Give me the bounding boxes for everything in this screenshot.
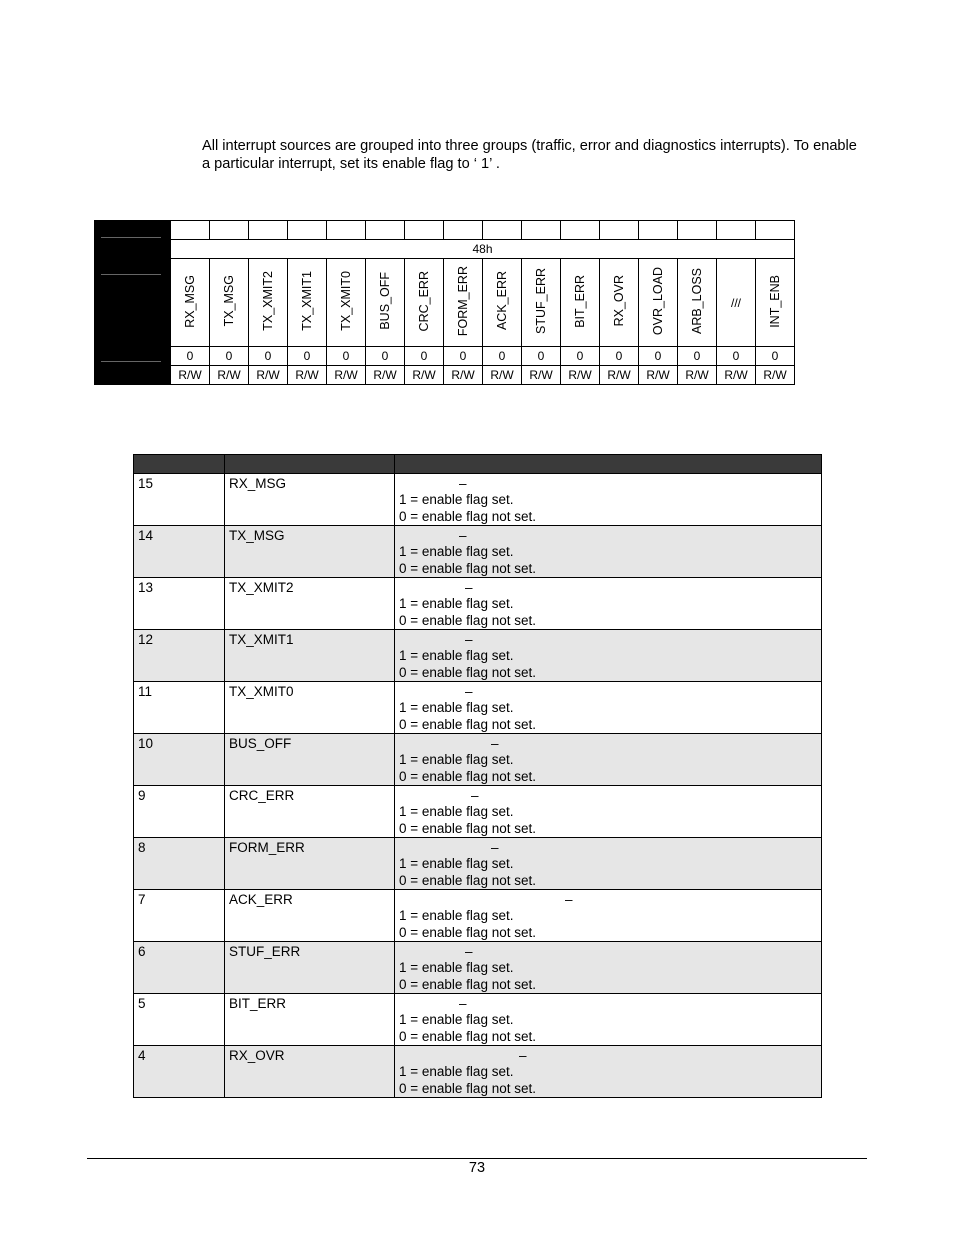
register-access: R/W <box>639 366 678 385</box>
register-bit-cell <box>756 221 795 240</box>
table-row <box>134 682 822 734</box>
register-access: R/W <box>210 366 249 385</box>
bit-description: – 1 = enable flag set. 0 = enable flag not set. <box>395 630 822 682</box>
bit-description: – 1 = enable flag set. 0 = enable flag not set. <box>395 734 822 786</box>
register-access: R/W <box>756 366 795 385</box>
bit-number: 5 <box>134 994 225 1046</box>
bit-name: BUS_OFF <box>225 734 395 786</box>
register-field: ARB_LOSS <box>678 259 717 347</box>
table-row <box>134 578 822 630</box>
register-default: 0 <box>366 347 405 366</box>
register-default: 0 <box>483 347 522 366</box>
register-field-row <box>95 259 795 347</box>
register-access: R/W <box>171 366 210 385</box>
register-field: RX_OVR <box>600 259 639 347</box>
bit-name: TX_XMIT0 <box>225 682 395 734</box>
register-field: BIT_ERR <box>561 259 600 347</box>
register-row-header <box>95 221 171 240</box>
register-default: 0 <box>678 347 717 366</box>
bit-name: FORM_ERR <box>225 838 395 890</box>
register-bit-cell <box>366 221 405 240</box>
register-field: BUS_OFF <box>366 259 405 347</box>
table-row <box>134 890 822 942</box>
register-row-header <box>95 347 171 366</box>
bit-description: – 1 = enable flag set. 0 = enable flag not set. <box>395 682 822 734</box>
bit-description: – 1 = enable flag set. 0 = enable flag not set. <box>395 994 822 1046</box>
register-default: 0 <box>717 347 756 366</box>
bit-description-table <box>133 454 822 1098</box>
register-access: R/W <box>288 366 327 385</box>
register-bit-cell <box>483 221 522 240</box>
bit-number: 12 <box>134 630 225 682</box>
bit-name: TX_MSG <box>225 526 395 578</box>
register-field: ACK_ERR <box>483 259 522 347</box>
register-access: R/W <box>600 366 639 385</box>
register-field: FORM_ERR <box>444 259 483 347</box>
register-offset-row <box>95 240 795 259</box>
header-cell <box>134 455 225 474</box>
register-table <box>94 220 795 385</box>
table-row <box>134 942 822 994</box>
register-bit-cell <box>678 221 717 240</box>
register-access: R/W <box>327 366 366 385</box>
bit-name: RX_OVR <box>225 1046 395 1098</box>
bit-description: – 1 = enable flag set. 0 = enable flag not set. <box>395 786 822 838</box>
bit-number: 10 <box>134 734 225 786</box>
bit-number: 6 <box>134 942 225 994</box>
register-bit-cell <box>639 221 678 240</box>
register-default: 0 <box>405 347 444 366</box>
register-access: R/W <box>405 366 444 385</box>
table-row <box>134 630 822 682</box>
bit-number: 4 <box>134 1046 225 1098</box>
register-bit-cell <box>522 221 561 240</box>
register-access: R/W <box>717 366 756 385</box>
register-default-row <box>95 347 795 366</box>
register-default: 0 <box>327 347 366 366</box>
register-row-header <box>95 259 171 347</box>
bit-name: TX_XMIT1 <box>225 630 395 682</box>
register-default: 0 <box>561 347 600 366</box>
table-row <box>134 1046 822 1098</box>
register-default: 0 <box>600 347 639 366</box>
bit-name: BIT_ERR <box>225 994 395 1046</box>
register-default: 0 <box>249 347 288 366</box>
register-default: 0 <box>171 347 210 366</box>
bit-name: CRC_ERR <box>225 786 395 838</box>
register-default: 0 <box>288 347 327 366</box>
register-bit-cell <box>210 221 249 240</box>
register-default: 0 <box>210 347 249 366</box>
register-field: RX_MSG <box>171 259 210 347</box>
register-bit-number-row <box>95 221 795 240</box>
register-bit-cell <box>288 221 327 240</box>
register-default: 0 <box>444 347 483 366</box>
header-cell <box>395 455 822 474</box>
register-row-header <box>95 366 171 385</box>
bit-description: – 1 = enable flag set. 0 = enable flag not set. <box>395 474 822 526</box>
register-row-header <box>95 240 171 259</box>
description-header-row <box>134 455 822 474</box>
bit-name: RX_MSG <box>225 474 395 526</box>
bit-number: 8 <box>134 838 225 890</box>
bit-number: 13 <box>134 578 225 630</box>
bit-number: 9 <box>134 786 225 838</box>
register-access: R/W <box>522 366 561 385</box>
bit-name: TX_XMIT2 <box>225 578 395 630</box>
register-field: TX_XMIT1 <box>288 259 327 347</box>
register-field: CRC_ERR <box>405 259 444 347</box>
register-bit-cell <box>249 221 288 240</box>
register-bit-cell <box>327 221 366 240</box>
register-field: INT_ENB <box>756 259 795 347</box>
register-field: TX_MSG <box>210 259 249 347</box>
register-bit-cell <box>600 221 639 240</box>
register-access: R/W <box>444 366 483 385</box>
register-bit-cell <box>717 221 756 240</box>
register-field-reserved: /// <box>717 259 756 347</box>
register-field: STUF_ERR <box>522 259 561 347</box>
page-number: 73 <box>468 1160 486 1176</box>
register-access: R/W <box>678 366 717 385</box>
bit-description: – 1 = enable flag set. 0 = enable flag not set. <box>395 578 822 630</box>
register-access: R/W <box>249 366 288 385</box>
table-row <box>134 838 822 890</box>
table-row <box>134 474 822 526</box>
register-bit-cell <box>444 221 483 240</box>
register-field: OVR_LOAD <box>639 259 678 347</box>
table-row <box>134 786 822 838</box>
bit-number: 11 <box>134 682 225 734</box>
table-row <box>134 526 822 578</box>
bit-number: 15 <box>134 474 225 526</box>
register-access: R/W <box>366 366 405 385</box>
header-cell <box>225 455 395 474</box>
bit-description: – 1 = enable flag set. 0 = enable flag not set. <box>395 942 822 994</box>
intro-paragraph: All interrupt sources are grouped into three groups (traffic, error and diagnostics interrupts). To enable a particular interrupt, set its enable flag to ‘ 1’ . <box>202 138 857 172</box>
register-access: R/W <box>483 366 522 385</box>
bit-name: STUF_ERR <box>225 942 395 994</box>
register-offset: 48h <box>171 240 795 259</box>
register-bit-cell <box>561 221 600 240</box>
bit-number: 14 <box>134 526 225 578</box>
table-row <box>134 734 822 786</box>
footer-rule <box>87 1158 867 1159</box>
register-default: 0 <box>639 347 678 366</box>
register-bit-cell <box>405 221 444 240</box>
register-bit-cell <box>171 221 210 240</box>
bit-description: – 1 = enable flag set. 0 = enable flag not set. <box>395 890 822 942</box>
register-access-row <box>95 366 795 385</box>
table-row <box>134 994 822 1046</box>
bit-description: – 1 = enable flag set. 0 = enable flag not set. <box>395 526 822 578</box>
bit-number: 7 <box>134 890 225 942</box>
register-field: TX_XMIT2 <box>249 259 288 347</box>
bit-description: – 1 = enable flag set. 0 = enable flag not set. <box>395 1046 822 1098</box>
bit-description: – 1 = enable flag set. 0 = enable flag not set. <box>395 838 822 890</box>
register-default: 0 <box>522 347 561 366</box>
bit-name: ACK_ERR <box>225 890 395 942</box>
register-field: TX_XMIT0 <box>327 259 366 347</box>
register-default: 0 <box>756 347 795 366</box>
register-access: R/W <box>561 366 600 385</box>
